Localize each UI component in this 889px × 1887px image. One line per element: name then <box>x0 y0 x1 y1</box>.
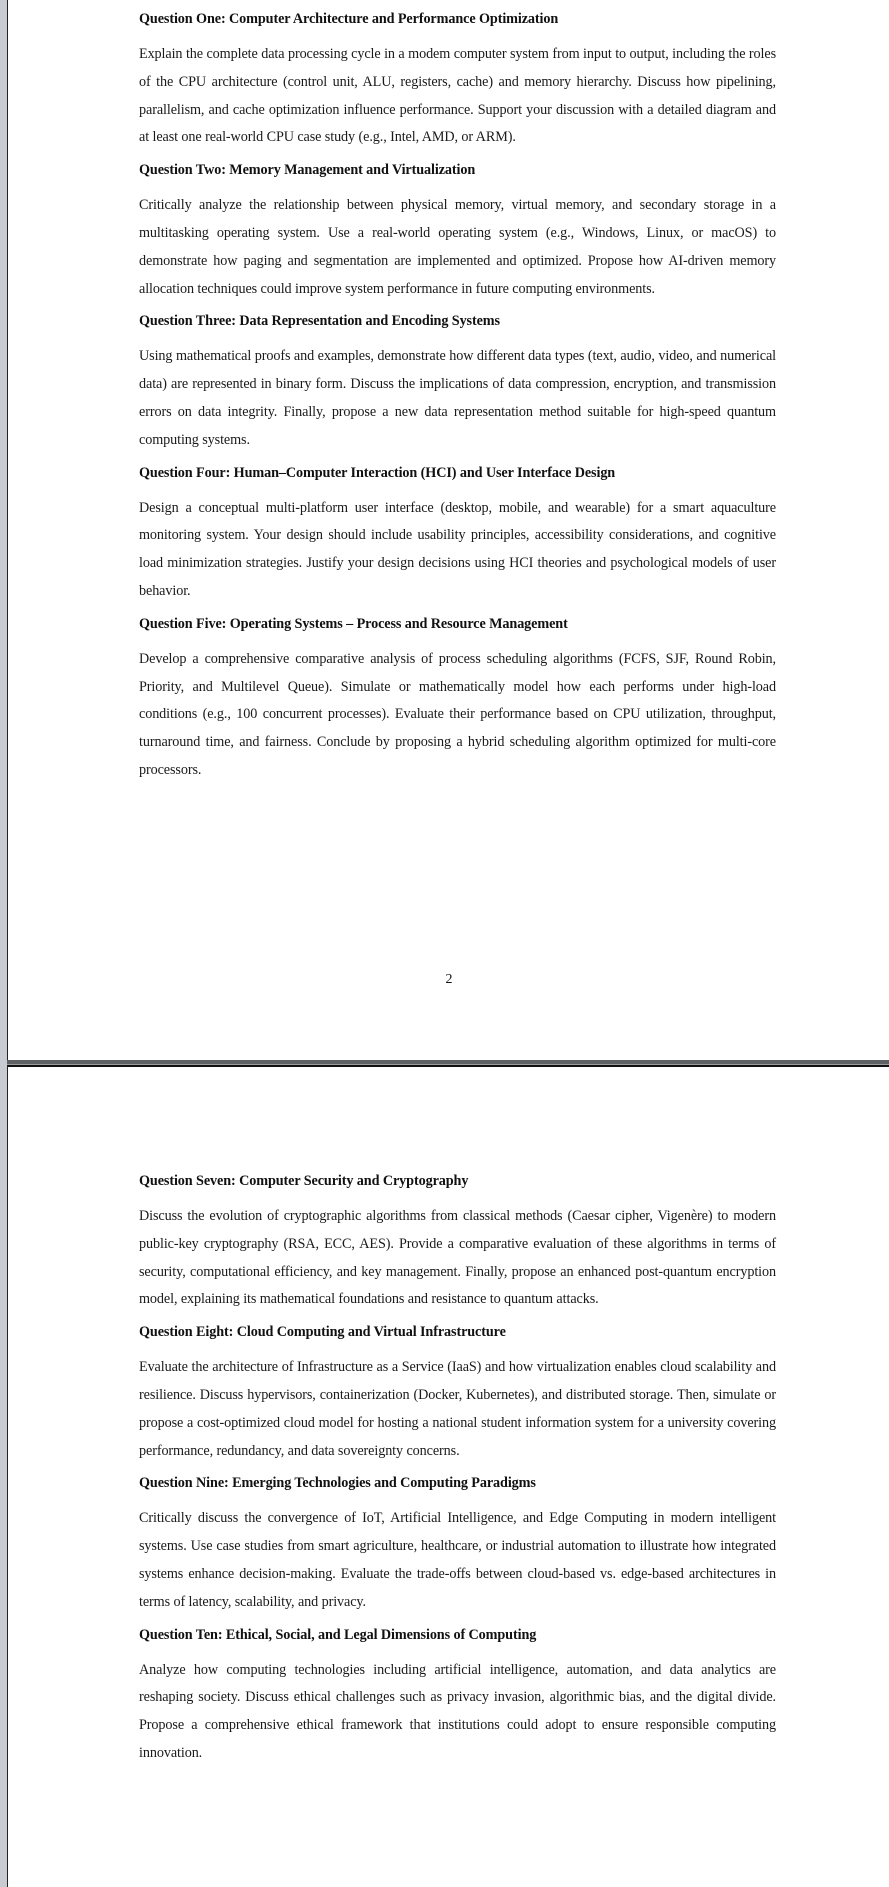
question-heading: Question Two: Memory Management and Virtualization <box>139 162 476 179</box>
document-page <box>7 1065 889 1887</box>
question-body: Design a conceptual multi-platform user interface (desktop, mobile, and wearable) for a smart aquaculture monitoring system. Your design should include usability principles, accessibility considerations, and cognitive load minimization strategies. Justify your design decisions using HCI theories and psychological models of user behavior. <box>139 499 776 599</box>
document-page <box>7 0 889 1060</box>
question-three <box>139 310 776 454</box>
question-seven <box>139 1170 776 1314</box>
question-five <box>139 613 776 785</box>
page-number: 2 <box>445 972 453 987</box>
question-heading: Question Nine: Emerging Technologies and Computing Paradigms <box>139 1475 536 1492</box>
question-body: Evaluate the architecture of Infrastructure as a Service (IaaS) and how virtualization enables cloud scalability and resilience. Discuss hypervisors, containerization (Docker, Kubernetes), and distributed storage. Then, simulate or propose a cost-optimized cloud model for hosting a national student information system for a university covering performance, redundancy, and data sovereignty concerns. <box>139 1359 776 1459</box>
question-one <box>139 8 776 152</box>
question-heading: Question Five: Operating Systems – Process and Resource Management <box>139 615 568 632</box>
question-body: Critically analyze the relationship between physical memory, virtual memory, and secondary storage in a multitasking operating system. Use a real-world operating system (e.g., Windows, Linux, or macOS) to demonstrate how paging and segmentation are implemented and optimized. Propose how AI-driven memory allocation techniques could improve system performance in future computing environments. <box>139 197 776 297</box>
question-four <box>139 462 776 606</box>
question-body: Critically discuss the convergence of IoT, Artificial Intelligence, and Edge Computing in modern intelligent systems. Use case studies from smart agriculture, healthcare, or industrial automation to illustrate how integrated systems enhance decision-making. Evaluate the trade-offs between cloud-based vs. edge-based architectures in terms of latency, scalability, and privacy. <box>139 1510 776 1610</box>
question-heading: Question Ten: Ethical, Social, and Legal Dimensions of Computing <box>139 1626 537 1643</box>
question-nine <box>139 1472 776 1616</box>
question-body: Discuss the evolution of cryptographic algorithms from classical methods (Caesar cipher, Vigenère) to modern public-key cryptography (RSA, ECC, AES). Provide a comparative evaluation of these algorithms in terms of security, computational efficiency, and key management. Finally, propose an enhanced post-quantum encryption model, explaining its mathematical foundations and resistance to quantum attacks. <box>139 1208 776 1308</box>
question-heading: Question Three: Data Representation and Encoding Systems <box>139 313 500 330</box>
question-heading: Question Seven: Computer Security and Cryptography <box>139 1173 469 1189</box>
question-body: Develop a comprehensive comparative analysis of process scheduling algorithms (FCFS, SJF, Round Robin, Priority, and Multilevel Queue). Simulate or mathematically model how each performs under high-load conditions (e.g., 100 concurrent processes). Evaluate their performance based on CPU utilization, throughput, turnaround time, and fairness. Conclude by proposing a hybrid scheduling algorithm optimized for multi-core processors. <box>139 650 776 778</box>
page-content <box>139 1170 776 1775</box>
question-body: Using mathematical proofs and examples, demonstrate how different data types (text, audio, video, and numerical data) are represented in binary form. Discuss the implications of data compression, encryption, and transmission errors on data integrity. Finally, propose a new data representation method suitable for high-speed quantum computing systems. <box>139 348 776 448</box>
page-content <box>139 8 776 792</box>
question-ten <box>139 1624 776 1768</box>
question-two <box>139 159 776 303</box>
question-heading: Question One: Computer Architecture and Performance Optimization <box>139 11 559 27</box>
question-heading: Question Eight: Cloud Computing and Virtual Infrastructure <box>139 1324 506 1341</box>
question-body: Explain the complete data processing cycle in a modem computer system from input to output, including the roles of the CPU architecture (control unit, ALU, registers, cache) and memory hierarchy. Discuss how pipelining, parallelism, and cache optimization influence performance. Support your discussion with a detailed diagram and at least one real-world CPU case study (e.g., Intel, AMD, or ARM). <box>139 46 776 146</box>
question-eight <box>139 1321 776 1465</box>
question-body: Analyze how computing technologies including artificial intelligence, automation, and data analytics are reshaping society. Discuss ethical challenges such as privacy invasion, algorithmic bias, and the digital divide. Propose a comprehensive ethical framework that institutions could adopt to ensure responsible computing innovation. <box>139 1661 776 1761</box>
question-heading: Question Four: Human–Computer Interaction (HCI) and User Interface Design <box>139 464 616 481</box>
